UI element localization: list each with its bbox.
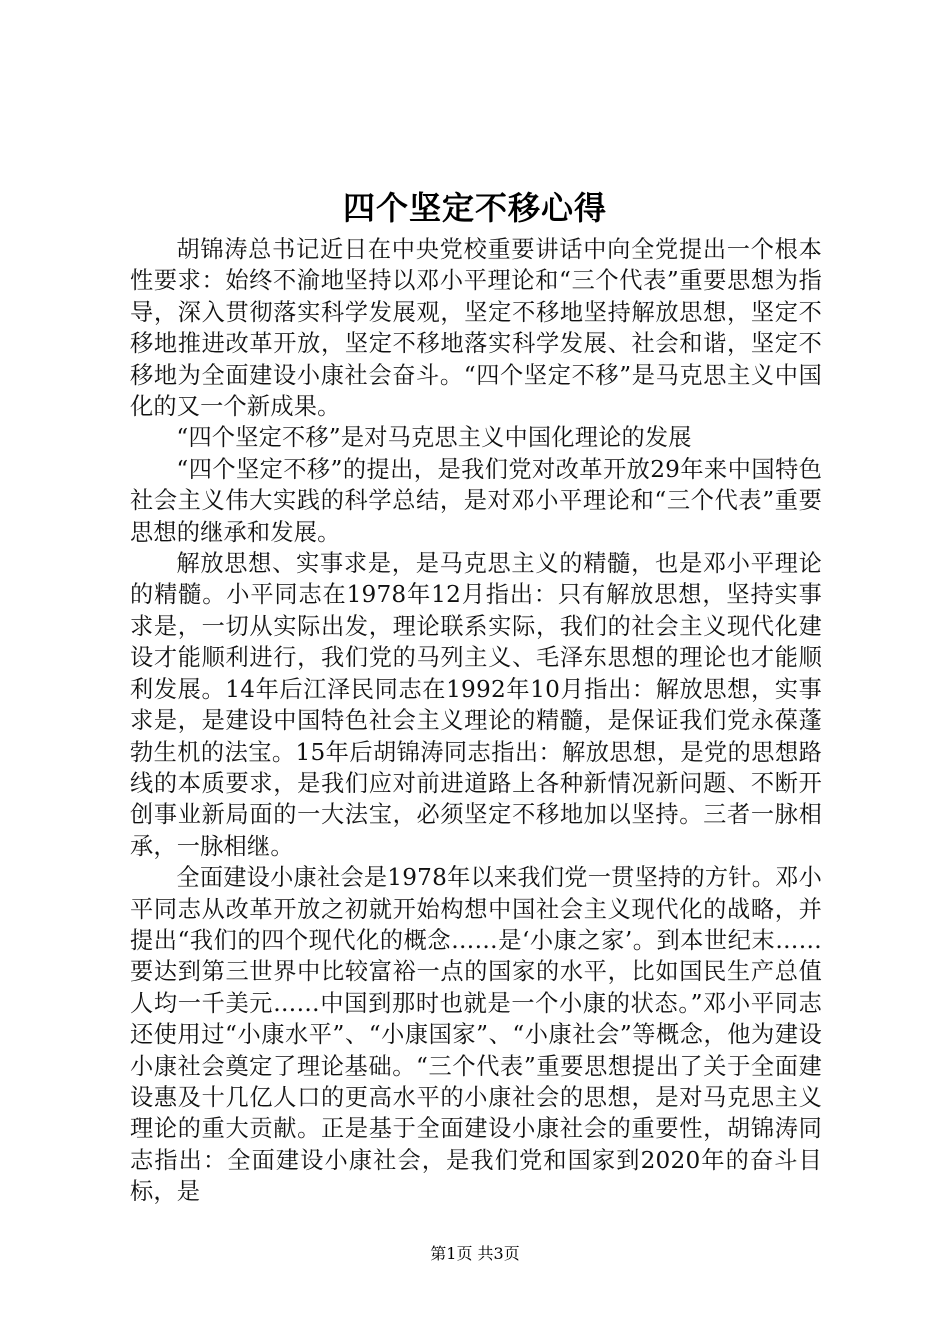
document-title: 四个坚定不移心得 [342, 189, 607, 227]
paragraph-summary: “四个坚定不移”的提出，是我们党对改革开放29年来中国特色社会主义伟大实践的科学总结，是对邓小平理论和“三个代表”重要思想的继承和发展。 [130, 455, 822, 546]
document-body [130, 234, 822, 1208]
paragraph-xiaokang: 全面建设小康社会是1978年以来我们党一贯坚持的方针。邓小平同志从改革开放之初就开始构想中国社会主义现代化的战略，并提出“我们的四个现代化的概念……是‘小康之家’。到本世纪末……要达到第三世界中比较富裕一点的国家的水平，比如国民生产总值人均一千美元……中国到那时也就是一个小康的状态。”邓小平同志还使用过“小康水平”、“小康国家”、“小康社会”等概念，他为建设小康社会奠定了理论基础。“三个代表”重要思想提出了关于全面建设惠及十几亿人口的更高水平的小康社会的思想，是对马克思主义理论的重大贡献。正是基于全面建设小康社会的重要性，胡锦涛同志指出：全面建设小康社会，是我们党和国家到2020年的奋斗目标，是 [130, 864, 822, 1206]
paragraph-section-heading: “四个坚定不移”是对马克思主义中国化理论的发展 [176, 424, 692, 452]
paragraph-liberating-thought: 解放思想、实事求是，是马克思主义的精髓，也是邓小平理论的精髓。小平同志在1978年12月指出：只有解放思想，坚持实事求是，一切从实际出发，理论联系实际，我们的社会主义现代化建设才能顺利进行，我们党的马列主义、毛泽东思想的理论也才能顺利发展。14年后江泽民同志在1992年10月指出：解放思想，实事求是，是建设中国特色社会主义理论的精髓，是保证我们党永葆蓬勃生机的法宝。15年后胡锦涛同志指出：解放思想，是党的思想路线的本质要求，是我们应对前进道路上各种新情况新问题、不断开创事业新局面的一大法宝，必须坚定不移地加以坚持。三者一脉相承，一脉相继。 [130, 550, 822, 860]
page-footer: 第1页 共3页 [430, 1244, 520, 1263]
paragraph-intro: 胡锦涛总书记近日在中央党校重要讲话中向全党提出一个根本性要求：始终不渝地坚持以邓小平理论和“三个代表”重要思想为指导，深入贯彻落实科学发展观，坚定不移地坚持解放思想，坚定不移地推进改革开放，坚定不移地落实科学发展、社会和谐，坚定不移地为全面建设小康社会奋斗。“四个坚定不移”是马克思主义中国化的又一个新成果。 [130, 236, 822, 421]
